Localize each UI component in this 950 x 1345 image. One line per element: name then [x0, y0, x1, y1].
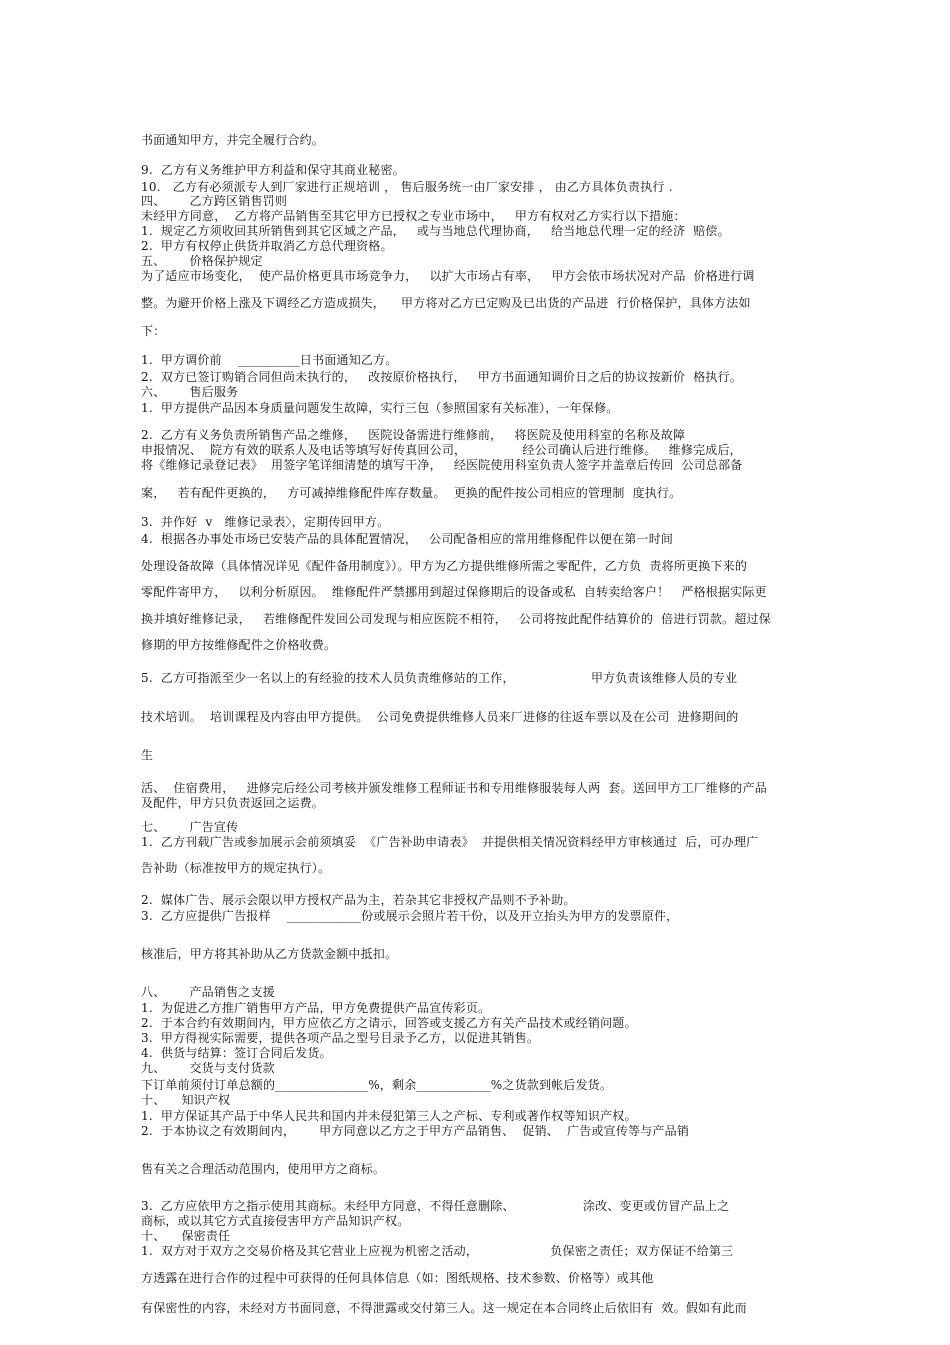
- section-heading: 九、 交货与支付货款: [141, 1061, 275, 1075]
- text-line: 有保密性的内容，未经对方书面同意，不得泄露或交付第三人。这一规定在本合同终止后依旧有 效。假如有此而: [141, 1301, 747, 1315]
- text-line: 商标，或以其它方式直接侵害甲方产品知识产权。: [141, 1214, 410, 1228]
- text-line: 3. 甲方得视实际需要，提供各项产品之型号目录予乙方，以促进其销售。: [141, 1031, 540, 1045]
- text-line: 2. 于本合约有效期间内，甲方应依乙方之请示，回答或支援乙方有关产品技术或经销问题。: [141, 1016, 637, 1030]
- text-line: 1. 双方对于双方之交易价格及其它营业上应视为机密之活动， 负保密之责任；双方保证不给第三: [141, 1244, 734, 1258]
- text-line: 2. 双方已签订购销合同但尚未执行的， 改按原价格执行， 甲方书面通知调价日之后的协议按新价 格执行。: [141, 370, 742, 384]
- text-line: 告补助（标准按甲方的规定执行）。: [141, 861, 331, 875]
- text-line: 整。为避开价格上涨及下调经乙方造成损失， 甲方将对乙方已定购及已出货的产品进 行价格保护，具体方法如: [141, 296, 751, 310]
- text-line: 1. 乙方刊载广告或参加展示会前须填妥 《广告补助申请表》 并提供相关情况资料经甲方审核通过 后，可办理广: [141, 835, 759, 849]
- section-heading: 八、 产品销售之支援: [141, 985, 275, 999]
- text-line: 1. 为促进乙方推广销售甲方产品，甲方免费提供产品宣传彩页。: [141, 1001, 491, 1015]
- text-line: 书面通知甲方，并完全履行合约。: [141, 133, 325, 147]
- text-line: 将《维修记录登记表》 用签字笔详细清楚的填写干净， 经医院使用科室负责人签字并盖章后传回 公司总部备: [141, 458, 743, 472]
- text-line: 4. 供货与结算：签订合同后发货。: [141, 1046, 332, 1060]
- text-line: 1. 规定乙方须收回其所销售到其它区域之产品， 或与当地总代理协商， 给当地总代理一定的经济 赔偿。: [141, 224, 730, 238]
- text-line: 修期的甲方按维修配件之价格收费。: [141, 638, 337, 652]
- text-line: 处理设备故障（具体情况详见《配件备用制度》）。甲方为乙方提供维修所需之零配件，乙方负 责将所更换下来的: [141, 559, 748, 573]
- text-line: 为了适应市场变化， 使产品价格更具市场竞争力， 以扩大市场占有率， 甲方会依市场状况对产品 价格进行调: [141, 269, 755, 283]
- text-line: 4. 根据各办事处市场已安装产品的具体配置情况， 公司配备相应的常用维修配件以便在第一时间: [141, 532, 674, 546]
- text-line: 案， 若有配件更换的， 方可减掉维修配件库存数量。 更换的配件按公司相应的管理制 度执行。: [141, 486, 682, 500]
- text-line: 2. 于本协议之有效期间内， 甲方同意以乙方之于甲方产品销售、 促销、 广告或宣传等与产品销: [141, 1124, 690, 1138]
- text-line: 2. 媒体广告、展示会限以甲方授权产品为主，若杂其它非授权产品则不予补助。: [141, 893, 576, 907]
- text-line: 及配件，甲方只负责返回之运费。: [141, 796, 325, 810]
- text-line: 1. 甲方提供产品因本身质量问题发生故障，实行三包（参照国家有关标准），一年保修。: [141, 401, 619, 415]
- text-line: 申报情况、 院方有效的联系人及电话等填写好传真回公司， 经公司确认后进行维修。 维修完成后，: [141, 443, 742, 457]
- text-line: 技术培训。 培训课程及内容由甲方提供。 公司免费提供维修人员来厂进修的往返车票以及在公司 进修期间的: [141, 710, 739, 724]
- text-line: 3. 乙方应依甲方之指示使用其商标。未经甲方同意，不得任意删除、 涂改、变更或仿冒产品上之: [141, 1199, 730, 1213]
- text-line: 9. 乙方有义务维护甲方利益和保守其商业秘密。: [141, 163, 405, 177]
- text-line: 活、 住宿费用， 进修完后经公司考核并颁发维修工程师证书和专用维修服装每人两 套。送回甲方工厂维修的产品: [141, 781, 767, 795]
- section-heading: 五、 价格保护规定: [141, 254, 263, 268]
- text-line: 售有关之合理活动范围内，使用甲方之商标。: [141, 1162, 386, 1176]
- section-heading: 七、 广告宣传: [141, 820, 239, 834]
- text-line: 1. 甲方调价前 __________日书面通知乙方。: [141, 353, 398, 367]
- section-heading: 四、 乙方跨区销售罚则: [141, 194, 288, 208]
- text-line: 5. 乙方可指派至少一名以上的有经验的技术人员负责维修站的工作， 甲方负责该维修人员的专业: [141, 671, 738, 685]
- text-line: 下：: [141, 324, 166, 338]
- text-line: 1. 甲方保证其产品于中华人民共和国内并未侵犯第三人之产标、专利或著作权等知识产权。: [141, 1109, 637, 1123]
- text-line: 未经甲方同意， 乙方将产品销售至其它甲方已授权之专业市场中， 甲方有权对乙方实行以下措施：: [141, 209, 686, 223]
- text-line: 2. 乙方有义务负责所销售产品之维修， 医院设备需进行维修前， 将医院及使用科室的名称及故障: [141, 428, 686, 442]
- text-line: 零配件寄甲方， 以利分析原因。 维修配件严禁挪用到超过保修期后的设备或私 自转卖给客户！ 严格根据实际更: [141, 585, 767, 599]
- section-heading: 十、 保密责任: [141, 1229, 231, 1243]
- section-heading: 十、 知识产权: [141, 1093, 231, 1107]
- text-line: 3. 并作好 v 维修记录表〉，定期传回甲方。: [141, 515, 390, 529]
- text-line: 换并填好维修记录， 若维修配件发回公司发现与相应医院不相符， 公司将按此配件结算价的 倍进行罚款。超过保: [141, 612, 771, 626]
- text-line: 生: [141, 748, 154, 762]
- text-line: 下订单前须付订单总额的_______________%，剩余____________%之货款到帐后发货。: [141, 1078, 613, 1092]
- text-line: 3. 乙方应提供广告报样 ____________份或展示会照片若干份，以及开立抬头为甲方的发票原件，: [141, 909, 679, 923]
- text-line: 10. 乙方有必须派专人到厂家进行正规培训 ， 售后服务统一由厂家安排 ， 由乙方具体负责执行 .: [141, 180, 673, 194]
- text-line: 方透露在进行合作的过程中可获得的任何具体信息（如：图纸规格、技术参数、价格等）或其他: [141, 1271, 654, 1285]
- text-line: 核准后，甲方将其补助从乙方货款金额中抵扣。: [141, 947, 398, 961]
- section-heading: 六、 售后服务: [141, 385, 239, 399]
- text-line: 2. 甲方有权停止供货并取消乙方总代理资格。: [141, 239, 393, 253]
